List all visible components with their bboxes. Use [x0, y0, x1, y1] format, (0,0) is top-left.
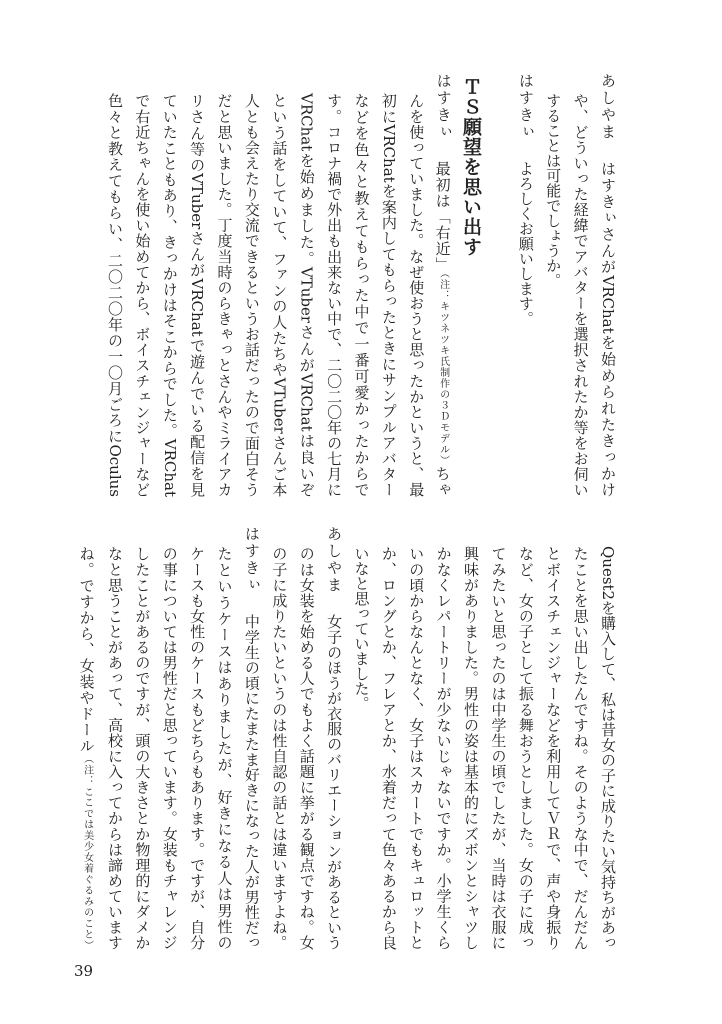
- text-line: など、女の子として振る舞おうとしました。女の子に成っ: [516, 546, 535, 950]
- lower-text-block: [73, 526, 621, 950]
- text-line: の子に成りたいというのは性自認の話とは違いますよね。: [270, 546, 289, 950]
- footnote-annotation: （注：ここでは美少女着ぐるみのこと）: [81, 753, 93, 951]
- text-line: たというケースはありましたが、好きになる人は男性の: [215, 546, 234, 950]
- text-line: 人とも会えたり交流できるというお話だったので面白そう: [242, 93, 261, 497]
- speaker-label: あしやま: [325, 526, 344, 594]
- speaker-label: あしやま: [599, 73, 617, 141]
- text-line: Quest2を購入して、私は昔女の子に成りたい気持ちがあっ: [599, 546, 617, 950]
- text-line: はすきぃ 中学生の頃にたまたま好きになった人が男性だっ: [238, 526, 265, 950]
- page-number: 39: [74, 962, 94, 980]
- text-line: の事については男性だと思っています。女装もチャレンジ: [160, 546, 179, 950]
- text-line: てみたいと思ったのは中学生の頃でしたが、当時は衣服に: [489, 546, 508, 950]
- text-line: ていたこともあり、きっかけはそこからでした。VRChat: [160, 93, 179, 497]
- line-text: ね。ですから、女装やドール: [77, 546, 96, 754]
- text-line: ケースも女性のケースもどちらもあります。ですが、自分: [188, 546, 207, 950]
- text-line: いなと思っていました。: [352, 546, 371, 711]
- text-line: 初にVRChatを案内してもらったときにサンプルアバター: [379, 93, 398, 497]
- text-line: たことを思い出したんですね。そのような中で、だんだん: [571, 546, 590, 950]
- text-line: あしやま 女子のほうが衣服のバリエーションがあるという: [320, 526, 347, 950]
- text-line: か、ロングとか、フレアとか、水着だって色々あるから良: [379, 546, 398, 950]
- text-line: などを色々と教えてもらった中で一番可愛かったからで: [352, 93, 371, 497]
- text-line: んを使っていました。なぜ使おうと思ったかというと、最: [407, 93, 426, 497]
- text-line: で右近ちゃんを使い始めてから、ボイスチェンジャーなど: [133, 93, 152, 497]
- text-line: 色々と教えてもらい、二〇二〇年の一〇月ごろにOculus: [105, 93, 124, 497]
- text-line: 興味がありました。男性の姿は基本的にズボンとシャツし: [462, 546, 481, 950]
- line-text: 最初は「右近」: [433, 161, 452, 273]
- text-line: という話をしていて、ファンの人たちやVTuberさんご本: [270, 93, 289, 497]
- line-text: ちゃ: [433, 466, 452, 497]
- text-line: VRChatを始めました。VTuberさんがVRChatは良いぞ: [297, 93, 316, 497]
- text-line: [73, 526, 100, 950]
- text-line: だと思いました。丁度当時のらきゃっとさんやミライアカ: [215, 93, 234, 497]
- text-line: はすきぃ よろしくお願いします。: [511, 73, 538, 497]
- upper-text-block: [73, 73, 621, 497]
- text-line: とボイスチェンジャーなどを利用してＶＲで、声や身振り: [544, 546, 563, 950]
- text-line: いの頃からなんとなく、女子はスカートでもキュロットと: [407, 546, 426, 950]
- text-line: したことがあるのですが、頭の大きさとか物理的にダメか: [133, 546, 152, 950]
- text-line: かなくレパートリーが少ないじゃないですか。小学生くら: [434, 546, 453, 950]
- text-line: や、どういった経緯でアバターを選択されたか等をお伺い: [571, 93, 590, 497]
- speaker-label: はすきぃ: [516, 73, 535, 141]
- text-line: リさん等のVTuberさんがVRChatで遊んでいる配信を見: [188, 93, 207, 497]
- text-line: す。コロナ禍で外出も出来ない中で、二〇二〇年の七月に: [325, 93, 344, 497]
- text-line: あしやま はすきぃさんがVRChatを始められたきっかけ: [594, 73, 621, 497]
- text-line: なと思うことがあって、高校に入ってからは諦めています: [105, 546, 124, 950]
- section-heading: ＴＳ願望を思い出す: [460, 77, 483, 257]
- blank-line: [484, 73, 511, 497]
- speaker-label: はすきぃ: [242, 526, 261, 594]
- text-line: のは女装を始める人でもよく話題に挙がる観点ですね。女: [297, 546, 316, 950]
- speaker-label: はすきぃ: [434, 73, 453, 141]
- text-line: することは可能でしょうか。: [544, 93, 563, 288]
- footnote-annotation: （注：キツネツキ氏制作の３Ｄモデル）: [437, 273, 449, 466]
- text-line: [429, 73, 456, 497]
